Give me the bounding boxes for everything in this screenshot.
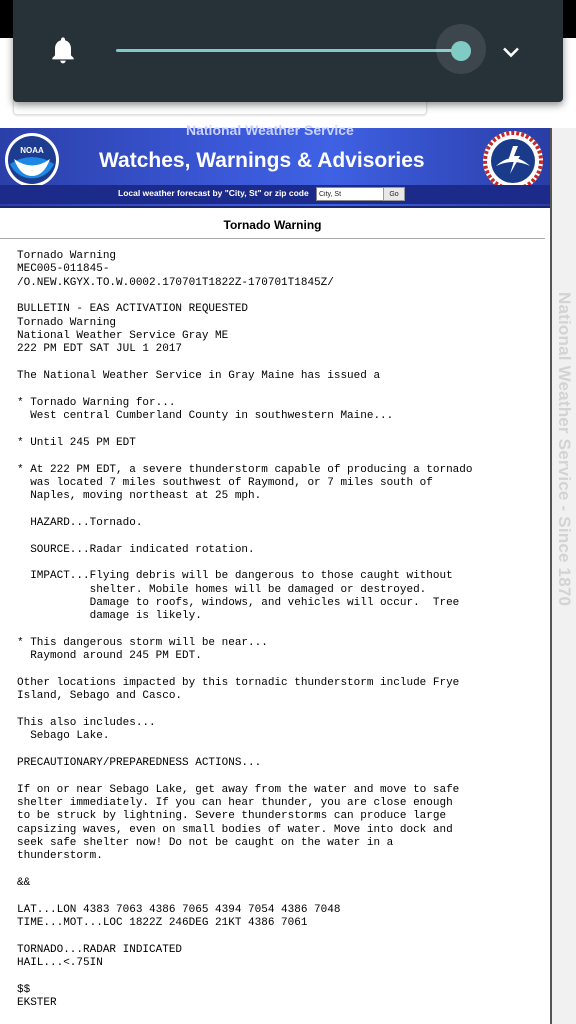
- quick-settings-panel: [13, 0, 563, 102]
- brightness-slider-track[interactable]: [116, 49, 461, 52]
- chevron-down-icon[interactable]: [499, 40, 523, 64]
- divider: [0, 238, 545, 239]
- svg-text:NOAA: NOAA: [20, 146, 44, 155]
- city-search-input[interactable]: [316, 187, 384, 201]
- vertical-watermark-text: National Weather Service - Since 1870: [555, 292, 574, 607]
- bell-icon[interactable]: [47, 32, 79, 68]
- page-title: Watches, Warnings & Advisories: [99, 149, 425, 172]
- side-strip: [552, 128, 576, 1024]
- forecast-label: Local weather forecast by "City, St" or zip code: [118, 188, 309, 198]
- brightness-slider-thumb[interactable]: [451, 41, 471, 61]
- section-title: Tornado Warning: [223, 218, 322, 232]
- notification-sheet-edge: [13, 100, 427, 115]
- web-page: [0, 122, 552, 1024]
- go-button[interactable]: Go: [383, 187, 405, 201]
- nws-logo[interactable]: [482, 130, 544, 192]
- warning-bulletin-text: Tornado Warning MEC005-011845- /O.NEW.KGYX.TO.W.0002.170701T1822Z-170701T1845Z/ BULLETIN - EAS ACTIVATION REQUESTED Tornado Warning National Weather Service Gray ME 222 PM EDT SAT JUL 1 2017 The National Weather Service in Gray Maine has issued a * Tornado Warning for... West central Cumberland County in southwestern Maine... * Until 245 PM EDT * At 222 PM EDT, a severe thunderstorm capable of producing a tornado was located 7 miles southwest of Raymond, or 7 miles south of Naples, moving northeast at 25 mph. HAZARD...Tornado. SOURCE...Radar indicated rotation. IMPACT...Flying debris will be dangerous to those caught without shelter. Mobile homes will be damaged or destroyed. Damage to roofs, windows, and vehicles will occur. Tree damage is likely. * This dangerous storm will be near... Raymond around 245 PM EDT. Other locations impacted by this tornadic thunderstorm include Frye Island, Sebago and Casco. This also includes... Sebago Lake. PRECAUTIONARY/PREPAREDNESS ACTIONS... If on or near Sebago Lake, get away from the water and move to safe shelter immediately. If you can hear thunder, you are close enough to be struck by lightning. Severe thunderstorms can produce large capsizing waves, even on small bodies of water. Move into dock and seek safe shelter now! Do not be caught on the water in a thunderstorm. && LAT...LON 4383 7063 4386 7065 4394 7054 4386 7048 TIME...MOT...LOC 1822Z 246DEG 21KT 4386 7061 TORNADO...RADAR INDICATED HAIL...<.75IN $$ EKSTER: [17, 250, 473, 1010]
- banner-top-text: National Weather Service: [186, 122, 354, 138]
- header-banner: [0, 122, 550, 208]
- noaa-logo[interactable]: [4, 132, 60, 188]
